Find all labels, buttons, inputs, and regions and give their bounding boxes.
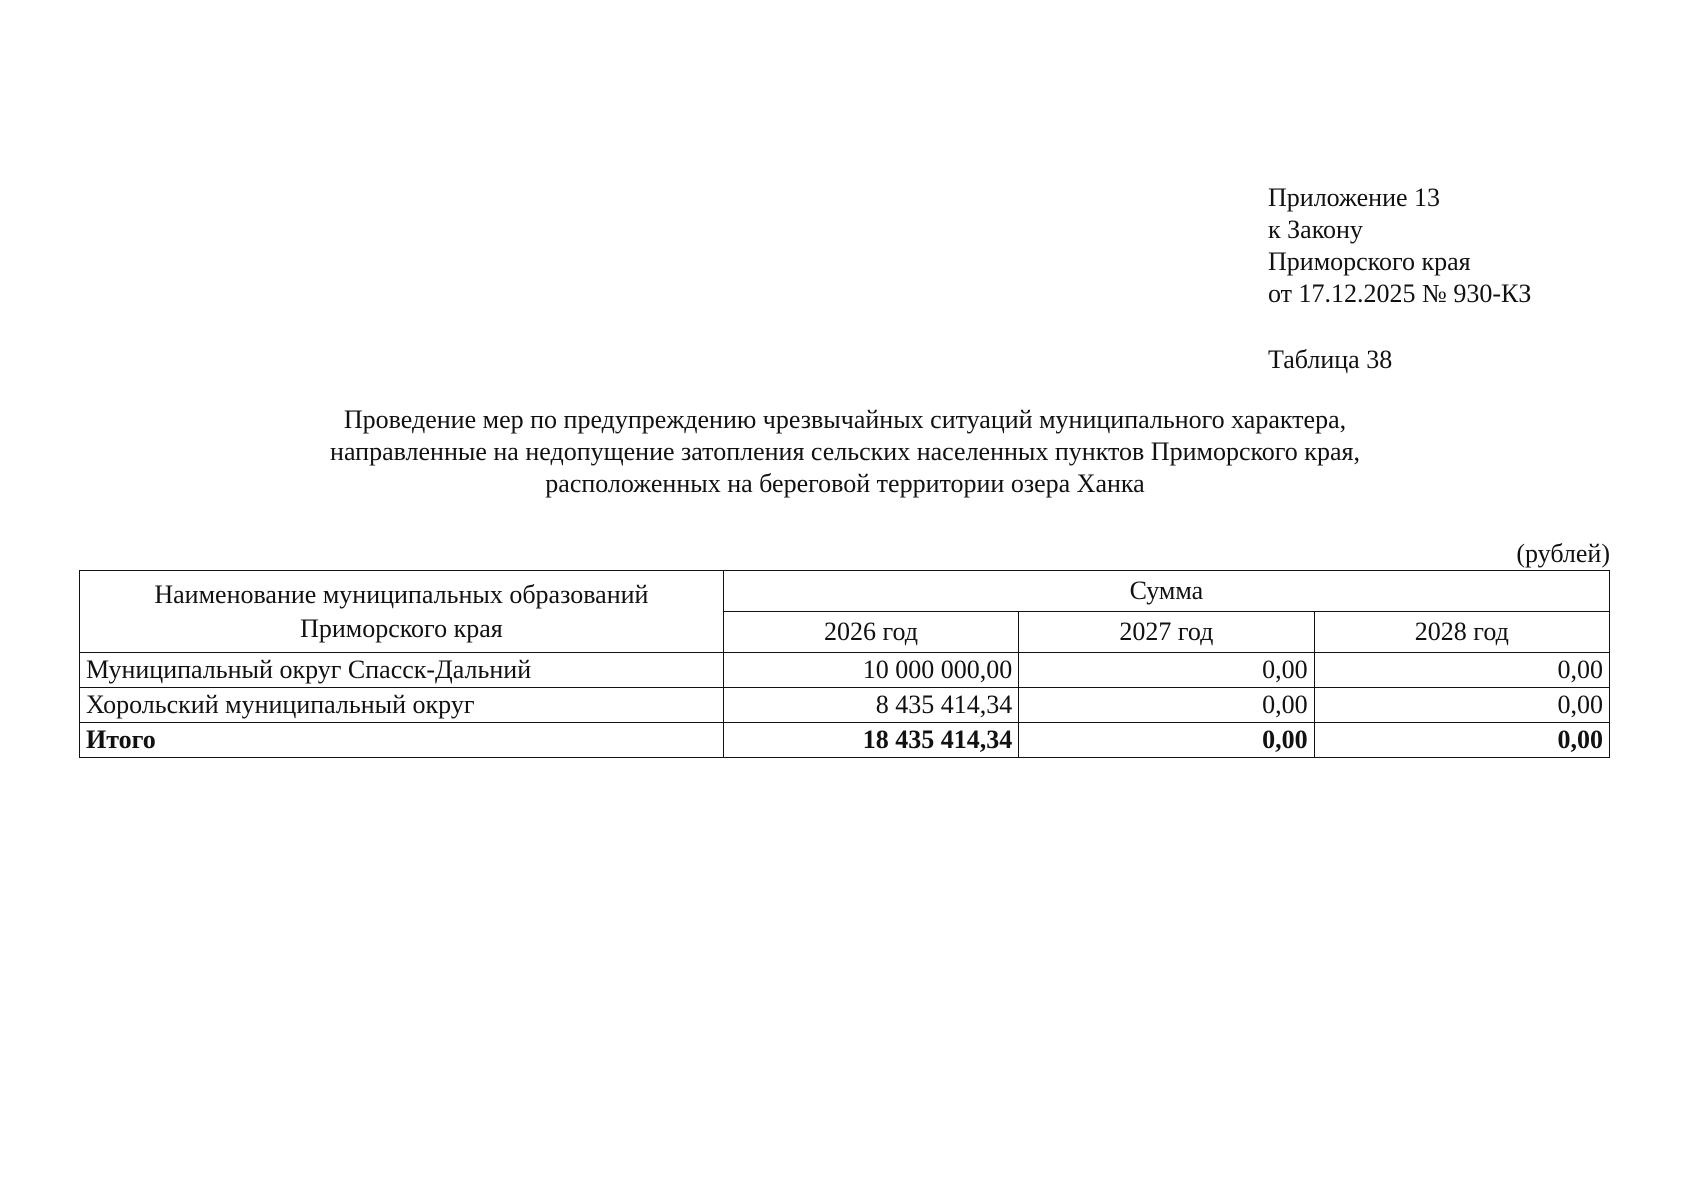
row-municipality-name: Муниципальный округ Спасск-Дальний (80, 653, 724, 688)
header-year-2027: 2027 год (1019, 612, 1314, 653)
table-row (80, 653, 1610, 688)
total-value-2027: 0,00 (1019, 723, 1314, 758)
budget-table (79, 570, 1610, 758)
table-row (80, 688, 1610, 723)
appendix-block (1268, 182, 1531, 310)
header-row (80, 571, 1610, 612)
appendix-line: от 17.12.2025 № 930-КЗ (1268, 279, 1532, 308)
appendix-line: к Закону (1268, 215, 1363, 244)
header-municipality: Наименование муниципальных образований Приморского края (80, 571, 724, 653)
row-value-2027: 0,00 (1019, 688, 1314, 723)
total-row (80, 723, 1610, 758)
appendix-line: Приморского края (1268, 247, 1471, 276)
row-value-2026: 8 435 414,34 (723, 688, 1018, 723)
title-line: расположенных на береговой территории озера Ханка (545, 469, 1145, 498)
header-sum: Сумма (723, 571, 1609, 612)
appendix-line: Приложение 13 (1268, 183, 1441, 212)
row-municipality-name: Хорольский муниципальный округ (80, 688, 724, 723)
header-year-2026: 2026 год (723, 612, 1018, 653)
total-value-2026: 18 435 414,34 (723, 723, 1018, 758)
row-value-2028: 0,00 (1314, 653, 1609, 688)
row-value-2028: 0,00 (1314, 688, 1609, 723)
document-title (80, 404, 1610, 500)
row-value-2027: 0,00 (1019, 653, 1314, 688)
total-label: Итого (80, 723, 724, 758)
title-line: направленные на недопущение затопления сельских населенных пунктов Приморского края, (330, 437, 1360, 466)
unit-label: (рублей) (1516, 539, 1610, 568)
row-value-2026: 10 000 000,00 (723, 653, 1018, 688)
header-year-2028: 2028 год (1314, 612, 1609, 653)
table-number: Таблица 38 (1268, 345, 1393, 374)
total-value-2028: 0,00 (1314, 723, 1609, 758)
title-line: Проведение мер по предупреждению чрезвычайных ситуаций муниципального характера, (343, 405, 1347, 434)
